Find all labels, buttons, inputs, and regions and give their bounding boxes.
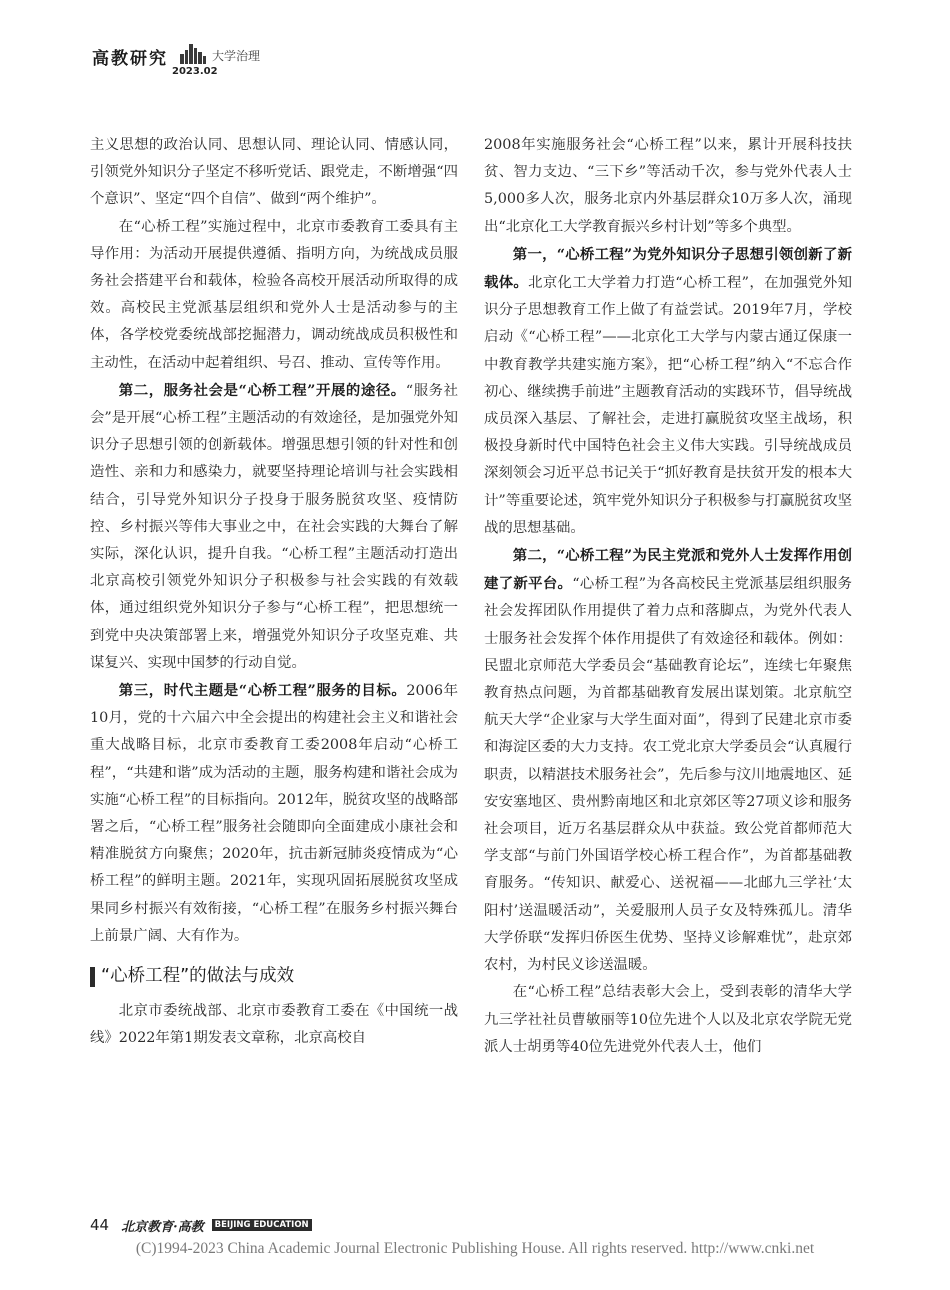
copyright-notice: (C)1994-2023 China Academic Journal Electronic Publishing House. All rights reserved. http://www.cnki.net [135,1240,815,1257]
page-number: 44 [90,1216,110,1234]
paragraph: 2008年实施服务社会“心桥工程”以来，累计开展科技扶贫、智力支边、“三下乡”等活动千次，参与党外代表人士5,000多人次，服务北京内外基层群众10万多人次，涌现出“北京化工大学教育振兴乡村计划”等多个典型。 [484,137,852,235]
page-header [92,40,412,90]
paragraph: 第一，“心桥工程”为党外知识分子思想引领创新了新载体。北京化工大学着力打造“心桥工程”，在加强党外知识分子思想教育工作上做了有益尝试。2019年7月，学校启动《“心桥工程”——北京化工大学与内蒙古通辽保康一中教育教学共建实施方案》，把“心桥工程”纳入“不忘合作初心、继续携手前进”主题教育活动的实践环节，倡导统战成员深入基层、了解社会，走进打赢脱贫攻坚主战场，积极投身新时代中国特色社会主义伟大实践。引导统战成员深刻领会习近平总书记关于“抓好教育是扶贫开发的根本大计”等重要论述，筑牢党外知识分子积极参与打赢脱贫攻坚战的思想基础。 [484,245,852,536]
paragraph-lead: 第二，“心桥工程”为民主党派和党外人士发挥作用创建了新平台。 [484,547,852,593]
journal-badge: BEIJING EDUCATION [212,1219,312,1231]
paragraph: 第二，“心桥工程”为民主党派和党外人士发挥作用创建了新平台。“心桥工程”为各高校民主党派基层组织服务社会发挥团队作用提供了着力点和落脚点，为党外代表人士服务社会发挥个体作用提供了有效途径和载体。例如：民盟北京师范大学委员会“基础教育论坛”，连续七年聚焦教育热点问题，为首都基础教育发展出谋划策。北京航空航天大学“企业家与大学生面对面”，得到了民建北京市委和海淀区委的大力支持。农工党北京大学委员会“认真履行职责，以精湛技术服务社会”，先后参与汶川地震地区、延安安塞地区、贵州黔南地区和北京郊区等27项义诊和服务社会项目，近万名基层群众从中获益。致公党首都师范大学支部“与前门外国语学校心桥工程合作”，为首都基础教育服务。“传知识、献爱心、送祝福——北邮九三学社‘太阳村’送温暖活动”，关爱服刑人员子女及特殊孤儿。清华大学侨联“发挥归侨医生优势、坚持义诊解难忧”，赴京郊农村，为村民义诊送温暖。 [484,547,852,974]
journal-name: 北京教育·高教 [121,1219,204,1235]
paragraph-lead: 第一，“心桥工程”为党外知识分子思想引领创新了新载体。 [484,245,852,292]
paragraph: 在“心桥工程”总结表彰大会上，受到表彰的清华大学九三学社社员曹敏丽等10位先进个人以及北京农学院无党派人士胡勇等40位先进党外代表人士，他们 [484,984,852,1055]
paragraph: 主义思想的政治认同、思想认同、理论认同、情感认同，引领党外知识分子坚定不移听党话、跟党走，不断增强“四个意识”、坚定“四个自信”、做到“两个维护”。 [90,137,458,208]
skyline-logo-icon [178,42,208,64]
page-footer [90,1214,312,1236]
paragraph: 第三，时代主题是“心桥工程”服务的目标。2006年10月，党的十六届六中全会提出的构建社会主义和谐社会重大战略目标，北京市委教育工委2008年启动“心桥工程”，“共建和谐”成为活动的主题，服务构建和谐社会成为实施“心桥工程”的目标指向。2012年，脱贫攻坚的战略部署之后，“心桥工程”服务社会随即向全面建成小康社会和精准脱贫方向聚焦；2020年，抗击新冠肺炎疫情成为“心桥工程”的鲜明主题。2021年，实现巩固拓展脱贫攻坚成果同乡村振兴有效衔接，“心桥工程”在服务乡村振兴舞台上前景广阔、大有作为。 [90,682,459,944]
heading-bar [90,967,95,987]
paragraph-lead: 第三，时代主题是“心桥工程”服务的目标。 [118,682,407,700]
paragraph: 北京市委统战部、北京市委教育工委在《中国统一战线》2022年第1期发表文章称，北京高校自 [90,1003,458,1047]
paragraph: 在“心桥工程”实施过程中，北京市委教育工委具有主导作用：为活动开展提供遵循、指明方向，为统战成员服务社会搭建平台和载体，检验各高校开展活动所取得的成效。高校民主党派基层组织和党外人士是活动参与的主体，各学校党委统战部挖掘潜力，调动统战成员积极性和主动性，在活动中起着组织、号召、推动、宣传等作用。 [90,218,458,371]
issue-number: 2023.02 [172,66,218,77]
left-column [90,132,458,1053]
section-name: 大学治理 [212,49,261,63]
section-heading [90,962,458,992]
right-column [484,132,852,1061]
magazine-title: 高教研究 [92,49,168,69]
paragraph: 第二，服务社会是“心桥工程”开展的途径。“服务社会”是开展“心桥工程”主题活动的有效途径，是加强党外知识分子思想引领的创新载体。增强思想引领的针对性和创造性、亲和力和感染力，就要坚持理论培训与社会实践相结合，引导党外知识分子投身于服务脱贫攻坚、疫情防控、乡村振兴等伟大事业之中，在社会实践的大舞台了解实际，深化认识，提升自我。“心桥工程”主题活动打造出北京高校引领党外知识分子积极参与社会实践的有效载体，通过组织党外知识分子参与“心桥工程”，把思想统一到党中央决策部署上来，增强党外知识分子攻坚克难、共谋复兴、实现中国梦的行动自觉。 [90,381,459,671]
section-heading-text: “心桥工程”的做法与成效 [101,966,295,987]
paragraph-lead: 第二，服务社会是“心桥工程”开展的途径。 [118,381,406,399]
